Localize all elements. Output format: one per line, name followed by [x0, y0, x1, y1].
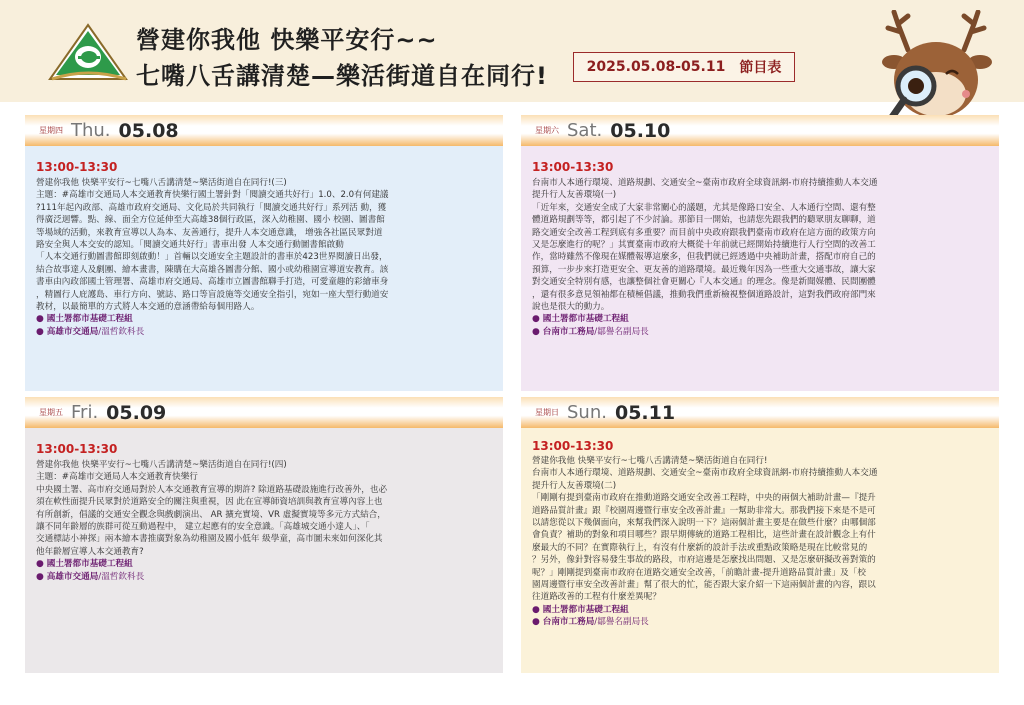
day-date: 05.08 [118, 119, 179, 142]
time-slot: 13:00-13:30 [36, 442, 118, 456]
text-line: 有所創新，倡議的交通安全觀念與戲劇演出、 AR 擴充實境、VR 虛擬實境等多元方式結合， [36, 509, 386, 520]
bullet-icon: ● [36, 314, 47, 325]
speaker-item [36, 313, 493, 325]
day-date: 05.11 [614, 401, 676, 424]
bullet-icon: ● [532, 314, 543, 325]
speaker-org: 台南市工務局 [542, 617, 595, 628]
speaker-org: 高雄市交通局 [46, 571, 99, 582]
weekday-label: 星期六 [535, 126, 559, 135]
date-range: 2025.05.08-05.11 [586, 59, 726, 75]
text-line: 得廣泛迴響。點、線、面全方位延伸至大高雄38個行政區，深入幼稚園、國小 校園、圖書館 [36, 215, 385, 226]
day-header [521, 115, 999, 146]
english-day: Thu. [71, 120, 111, 141]
text-line: ?111年起內政部、高雄市政府交通局、文化局於共同執行「閱讀交通共好行」系列活 動，獲 [36, 202, 387, 213]
speaker-org: 國土署都市基礎工程組 [46, 559, 133, 570]
text-line: 台南市人本通行環境、道路規劃、交通安全~臺南市政府全球資訊網-市府持續推動人本交通 [532, 178, 878, 188]
text-line: 台南市人本通行環境、道路規劃、交通安全~臺南市政府全球資訊網-市府持續推動人本交通 [532, 468, 878, 479]
text-line: 呢？」剛剛提到臺南市政府在道路交通安全改善，「前瞻計畫-提升道路品質計畫」及「校 [532, 567, 866, 578]
time-slot: 13:00-13:30 [36, 160, 118, 174]
day-card-thu [25, 115, 503, 391]
text-line: 營建你我他 快樂平安行~七嘴八舌講清楚~樂活街道自在同行!(三) [36, 178, 287, 188]
text-line: ，精圖行人庇護島、車行方向、號誌、路口等盲設施等交通安全指引，宛如一座大型行動道安 [36, 289, 389, 300]
text-line: ，還有很多意見領袖都在積極倡議，推動我們重新檢視整個道路設計，這對我們政府部門來 [532, 289, 876, 300]
title-line-2: 七嘴八舌講清楚—樂活街道自在同行! [136, 62, 548, 90]
day-card-sun [521, 397, 999, 673]
speaker-person: /溫哲欽科長 [98, 571, 145, 582]
speaker-org: 台南市工務局 [542, 326, 595, 337]
speaker-org: 國土署都市基礎工程組 [542, 314, 629, 325]
text-line: 對交通安全特別有感，也讓整個社會更關心『人本交通』的理念。像是新聞媒體、民間團體 [532, 277, 876, 288]
english-day: Sat. [567, 120, 603, 141]
text-line: 提升行人友善環境(一) [532, 190, 617, 201]
text-line: 須在軟性面提升民眾對於道路安全的關注與重視，因 此在宣導師資培訓與教育宣導內容上也 [36, 497, 383, 508]
speaker-item [36, 558, 493, 570]
text-line: 「剛剛有提到臺南市政府在推動道路交通安全改善工程時，中央的兩個大補助計畫—『提升 [532, 493, 876, 504]
bullet-icon: ● [532, 617, 543, 628]
text-line: 他年齡層宣導人本交通教育? [36, 546, 144, 557]
date-range-box [573, 52, 795, 82]
time-slot: 13:00-13:30 [532, 160, 614, 174]
text-line: 「人本交通行動圖書館即刻啟動！」首輛以交通安全主題設計的書車於423世界閱讀日出發， [36, 252, 388, 263]
speaker-item [532, 604, 989, 616]
text-line: 說也是很大的動力。 [532, 302, 610, 313]
speaker-item [36, 326, 493, 338]
speaker-org: 國土署都市基礎工程組 [542, 604, 629, 615]
time-slot: 13:00-13:30 [532, 439, 614, 453]
text-line: 又是怎麼進行的呢？」其實臺南市政府大概從十年前就已經開始持續進行人行空間的改善工 [532, 240, 876, 251]
text-line: 讓不同年齡層的族群可從互動過程中， 建立起應有的安全意識。「高雄城交通小達人」、「 [36, 522, 370, 533]
text-line: 路交通安全改善工程到底有多重要？而目前中央政府跟我們臺南市政府在這方面的政策方向 [532, 227, 876, 238]
speaker-item [532, 616, 989, 628]
day-card-fri [25, 397, 503, 673]
text-line: 「近年來，交通安全成了大家非常關心的議題，尤其是像路口安全、人本通行空間、還有整 [532, 202, 876, 213]
text-line: 主題：#高雄市交通局人本交通教育快樂行國土署針對「閱讀交通共好行」1.0、2.0有何建議 [36, 190, 389, 201]
speaker-item [36, 571, 493, 583]
text-line: ？另外，像針對容易發生事故的路段，市府這邊是怎麼找出問題、又是怎麼研擬改善對策的 [532, 555, 876, 566]
weekday-label: 星期日 [535, 408, 559, 417]
logo [48, 23, 128, 83]
program-label: 節目表 [739, 60, 782, 76]
text-line: 主題：#高雄市交通局人本交通教育快樂行 [36, 472, 198, 483]
bullet-icon: ● [36, 326, 47, 337]
text-line: 會負責？補助的對象和項目哪些？跟早期傳統的道路工程相比，這些計畫在設計觀念上有什 [532, 530, 876, 541]
text-line: 往道路改善的工程有什麼差異呢？ [532, 592, 661, 603]
speaker-org: 國土署都市基礎工程組 [46, 314, 133, 325]
text-line: 路安全與人本交安的認知。「閱讀交通共好行」書車出發 人本交通行動圖書館啟動 [36, 240, 344, 251]
text-line: 營建你我他 快樂平安行~七嘴八舌講清楚~樂活街道自在同行! [532, 456, 768, 466]
text-line: 道路品質計畫』跟『校園周邊暨行車安全改善計畫』一幫助非常大。那我們接下來是不是可 [532, 505, 876, 516]
day-header [521, 397, 999, 428]
day-card-sat [521, 115, 999, 391]
text-line: 預算，一步步來打造更安全、更友善的道路環境。最近幾年因為一些重大交通事故，讓大家 [532, 264, 876, 275]
text-line: 園周邊暨行車安全改善計畫」幫了很大的忙，能否跟大家介紹一下這兩個計畫的內容，跟以 [532, 580, 876, 591]
day-date: 05.09 [106, 401, 167, 424]
day-header [25, 397, 503, 428]
text-line: 教材，以最簡單的方式將人本交通的意涵帶給每個用路人。 [36, 302, 260, 313]
bullet-icon: ● [532, 604, 543, 615]
speaker-org: 高雄市交通局 [46, 326, 99, 337]
text-line: 以請您從以下幾個面向，來幫我們深入說明一下？這兩個計畫主要是在做些什麼？由哪個部 [532, 518, 876, 529]
text-line: 中央國土署、高市府交通局對於人本交通教育宣導的期許? 除道路基礎設施進行改善外，也必 [36, 484, 388, 495]
day-header [25, 115, 503, 146]
speaker-item [532, 326, 989, 338]
text-line: 麼最大的不同？在實際執行上，有沒有什麼新的設計手法或重點政策略是現在比較常見的 [532, 542, 868, 553]
text-line: 結合故事達人及劇團、繪本畫書，陳購在大高雄各圖書分館、國小或幼稚園宣導道安教育。該 [36, 264, 389, 275]
speaker-item [532, 313, 989, 325]
english-day: Fri. [71, 402, 99, 423]
bullet-icon: ● [532, 326, 543, 337]
text-line: 書車由內政部國土管理署、高雄市府交通局、高雄市立圖書館聯手打造，可愛童趣的彩繪車身 [36, 277, 389, 288]
speaker-person: /溫哲欽科長 [98, 326, 145, 337]
text-line: 等場域的活動，來教育宣導以人為本、友善通行，提升人本交通意識， 增強各社區民眾對道 [36, 227, 383, 238]
speaker-person: /鄒譽名副局長 [594, 617, 649, 628]
text-line: 交通標誌小神探」兩本繪本書推廣對象為幼稚園及國小低年 級學童，高市圖未來如何深化其 [36, 534, 383, 545]
weekday-label: 星期四 [39, 126, 63, 135]
text-line: 營建你我他 快樂平安行~七嘴八舌講清楚~樂活街道自在同行!(四) [36, 460, 287, 470]
bullet-icon: ● [36, 571, 47, 582]
text-line: 作，當時雖然不像現在媒體報導這麼多，但我們就已經透過中央補助計畫，搭配市府自己的 [532, 252, 876, 263]
weekday-label: 星期五 [39, 408, 63, 417]
bullet-icon: ● [36, 559, 47, 570]
speaker-person: /鄒譽名副局長 [594, 326, 649, 337]
day-date: 05.10 [610, 119, 671, 142]
title-line-1: 營建你我他 快樂平安行~~ [136, 26, 438, 54]
text-line: 提升行人友善環境(二) [532, 480, 617, 491]
text-line: 體道路規劃等等，都引起了不少討論。那節目一開始，也請您先跟我們的聽眾朋友聊聊，道 [532, 215, 876, 226]
english-day: Sun. [567, 402, 607, 423]
